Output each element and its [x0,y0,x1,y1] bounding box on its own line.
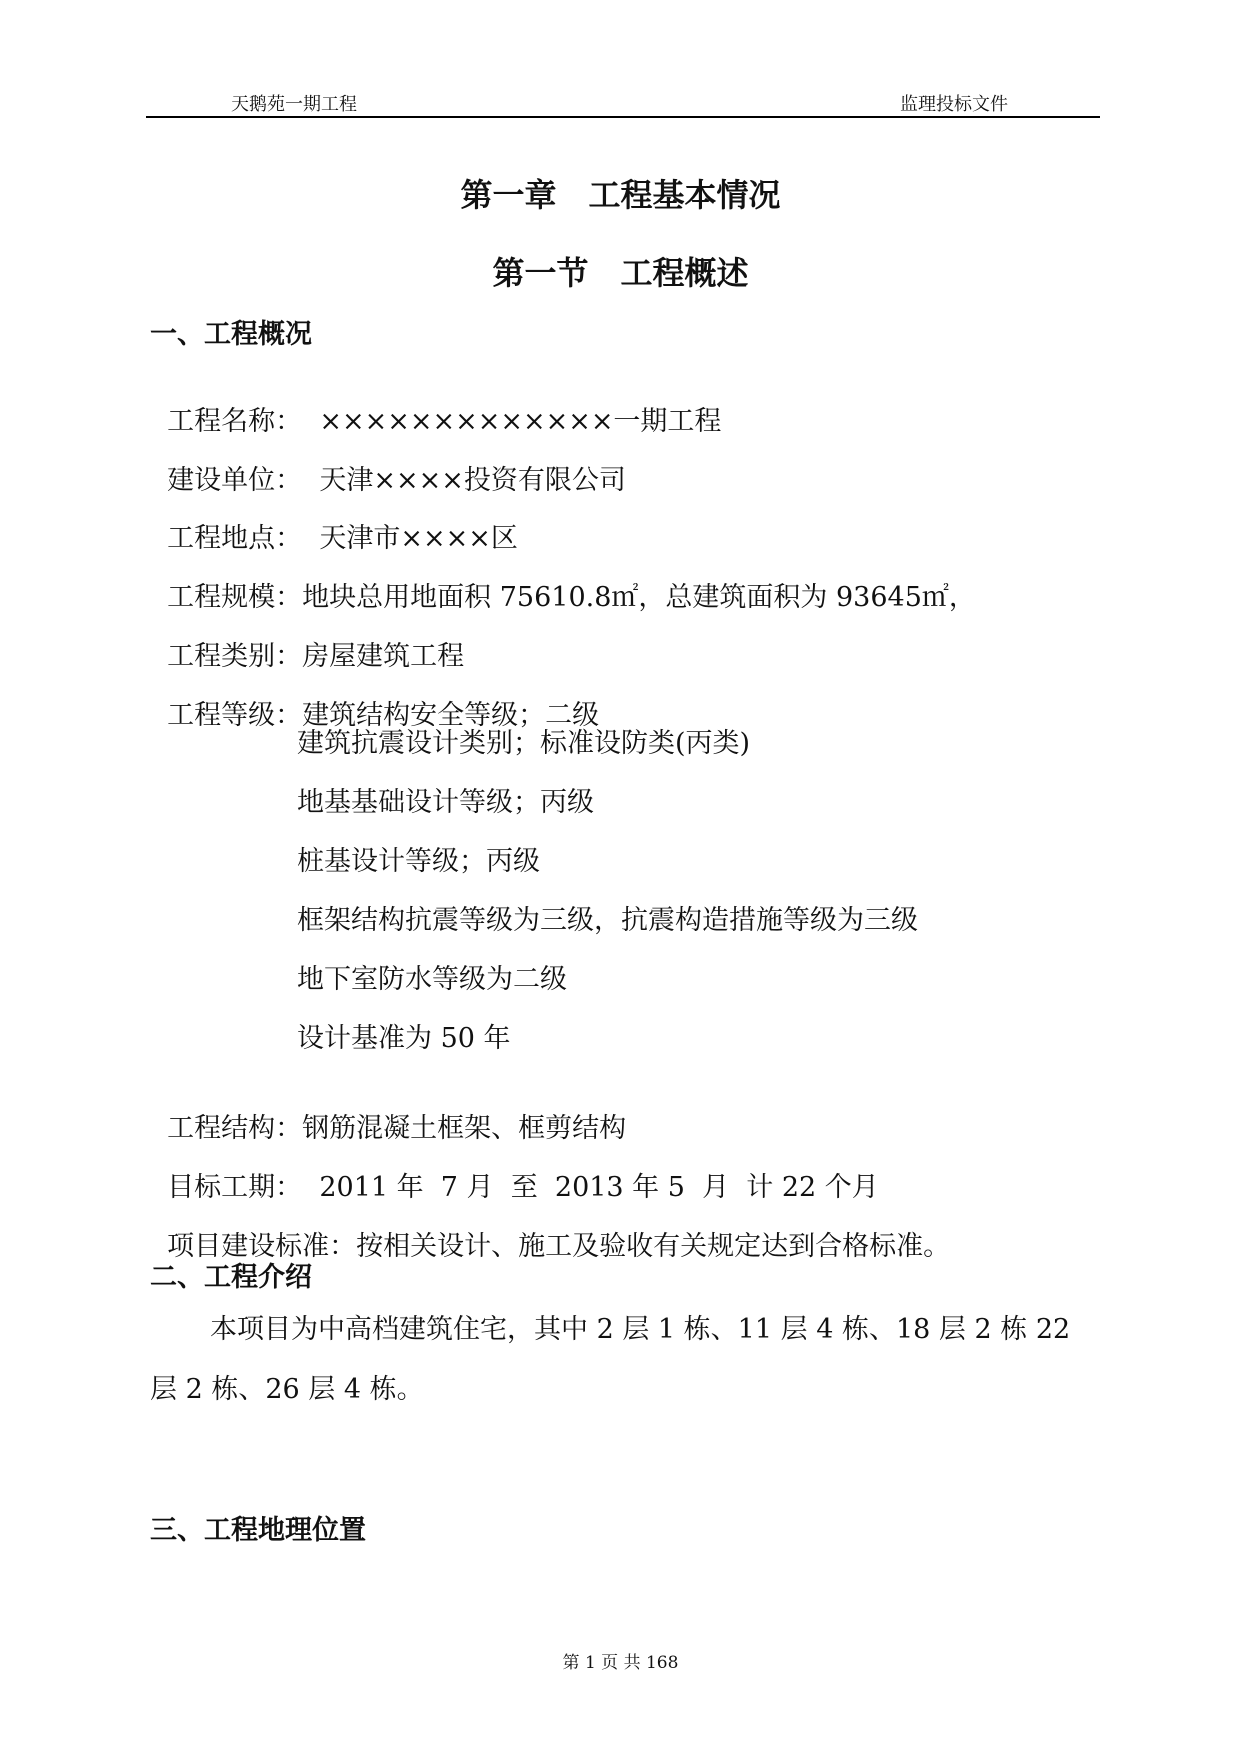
field-label: 项目建设标准： [167,1231,357,1262]
field-label: 工程规模： [167,582,303,613]
field-label: 工程等级： [167,700,303,731]
grade-item: 地基基础设计等级；丙级 [297,787,594,818]
page-header [146,88,1100,118]
field-standard [150,1193,950,1263]
section-title: 第一节 工程概述 [492,254,749,292]
field-label: 工程地点： [167,523,303,554]
field-label: 工程结构： [167,1113,303,1144]
field-value: 天津××××投资有限公司 [302,465,626,496]
heading-geographic-location: 三、工程地理位置 [150,1515,366,1546]
field-label: 工程类别： [167,641,303,672]
field-label: 工程名称： [167,406,303,437]
field-label: 目标工期： [167,1172,303,1203]
field-value: ×××××××××××××一期工程 [302,406,722,437]
field-value: 2011 年 7 月 至 2013 年 5 月 计 22 个月 [302,1172,879,1203]
field-value: 建筑结构安全等级；二级 [302,700,600,731]
grade-item: 框架结构抗震等级为三级，抗震构造措施等级为三级 [297,905,918,936]
header-document-type: 监理投标文件 [900,94,1008,115]
grade-item: 建筑抗震设计类别；标准设防类(丙类) [297,728,751,759]
field-value: 房屋建筑工程 [302,641,465,672]
grade-item: 地下室防水等级为二级 [297,964,567,995]
introduction-paragraph: 本项目为中高档建筑住宅，其中 2 层 1 栋、11 层 4 栋、18 层 2 栋 22 层 2 栋、26 层 4 栋。 [150,1314,1071,1405]
field-value: 钢筋混凝土框架、框剪结构 [302,1113,627,1144]
page-number: 第 1 页 共 168 [562,1653,679,1673]
header-project-name: 天鹅苑一期工程 [231,94,357,115]
field-value: 天津市××××区 [302,523,518,554]
grade-item: 设计基准为 50 年 [297,1023,511,1054]
chapter-title: 第一章 工程基本情况 [460,176,781,214]
field-value: 地块总用地面积 75610.8㎡，总建筑面积为 93645㎡， [302,582,976,613]
heading-project-overview: 一、工程概况 [150,319,312,350]
field-value: 按相关设计、施工及验收有关规定达到合格标准。 [356,1231,951,1262]
grade-item: 桩基设计等级；丙级 [297,846,540,877]
heading-project-introduction: 二、工程介绍 [150,1262,312,1293]
field-label: 建设单位： [167,465,303,496]
